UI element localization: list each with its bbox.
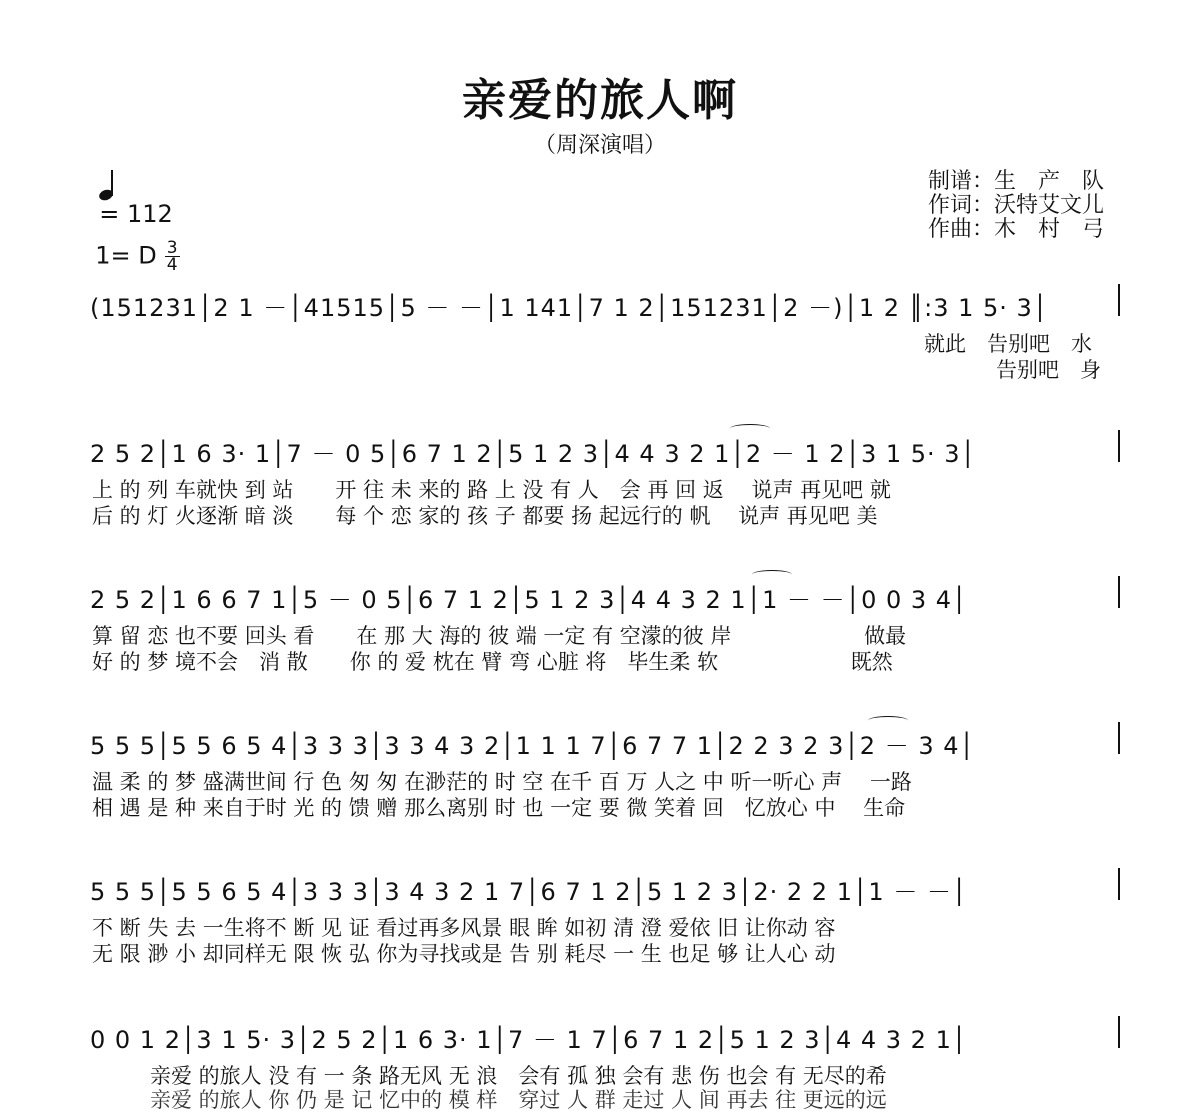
quarter-note-icon (99, 170, 117, 200)
score-line-5: 5 5 5│5 5 6 5 4│3 3 3│3 4 3 2 1 7│6 7 1 2│5 1 2 3│2· 2 2 1│1 － －│ (90, 878, 968, 906)
lyric-line-2-verse-2: 后 的 灯 火逐渐 暗 淡 每 个 恋 家的 孩 子 都要 扬 起远行的 帆 说声 再见吧 美 (92, 504, 878, 528)
end-barline (1118, 576, 1120, 608)
tie-mark (730, 424, 770, 433)
lyric-line-6-verse-2: 亲爱 的旅人 你 仍 是 记 忆中的 模 样 穿过 人 群 走过 人 间 再去 往 更远的远 (150, 1088, 887, 1112)
tempo-value: = 112 (99, 200, 173, 228)
credit-lyricist: 作词：沃特艾文儿 (928, 193, 1105, 218)
key-signature (80, 212, 180, 273)
tie-mark (868, 716, 908, 725)
end-barline (1118, 868, 1120, 900)
score-line-1: (151231│2 1 －│41515│5 － －│1 141│7 1 2│151231│2 －)│1 2 ║:3 1 5· 3│ (90, 294, 1049, 322)
lyric-line-1-verse-2: 告别吧 身 (996, 358, 1101, 382)
key-label: 1= D (95, 241, 157, 270)
lyric-line-4-verse-2: 相 遇 是 种 来自于时 光 的 馈 赠 那么离别 时 也 一定 要 微 笑着 回 忆放心 中 生命 (92, 796, 906, 820)
credit-arranger: 制谱：生 产 队 (928, 169, 1105, 194)
lyric-line-2-verse-1: 上 的 列 车就快 到 站 开 往 未 来的 路 上 没 有 人 会 再 回 返 说声 再见吧 就 (92, 478, 891, 502)
end-barline (1118, 722, 1120, 754)
lyric-line-3-verse-1: 算 留 恋 也不要 回头 看 在 那 大 海的 彼 端 一定 有 空濛的彼 岸 做最 (92, 624, 907, 648)
score-line-2: 2 5 2│1 6 3· 1│7 － 0 5│6 7 1 2│5 1 2 3│4 4 3 2 1│2 － 1 2│3 1 5· 3│ (90, 440, 977, 468)
lyric-line-3-verse-2: 好 的 梦 境不会 消 散 你 的 爱 枕在 臂 弯 心脏 将 毕生柔 软 既然 (92, 650, 893, 674)
end-barline (1118, 1016, 1120, 1048)
lyric-line-5-verse-2: 无 限 渺 小 却同样无 限 恢 弘 你为寻找或是 告 别 耗尽 一 生 也足 够 让人心 动 (92, 942, 836, 966)
time-signature: $\frac{3}{4}$ (166, 238, 178, 275)
lyric-line-6-verse-1: 亲爱 的旅人 没 有 一 条 路无风 无 浪 会有 孤 独 会有 悲 伤 也会 有 无尽的希 (150, 1064, 887, 1088)
song-title: 亲爱的旅人啊 (462, 75, 738, 126)
song-subtitle: （周深演唱） (533, 133, 666, 158)
lyric-line-4-verse-1: 温 柔 的 梦 盛满世间 行 色 匆 匆 在渺茫的 时 空 在千 百 万 人之 中 听一听心 声 一路 (92, 770, 912, 794)
score-line-4: 5 5 5│5 5 6 5 4│3 3 3│3 3 4 3 2│1 1 1 7│6 7 7 1│2 2 3 2 3│2 － 3 4│ (90, 732, 975, 760)
tie-mark (752, 570, 792, 579)
lyric-line-5-verse-1: 不 断 失 去 一生将不 断 见 证 看过再多风景 眼 眸 如初 清 澄 爱依 旧 让你动 容 (92, 916, 836, 940)
end-barline (1118, 284, 1120, 316)
credit-composer: 作曲：木 村 弓 (928, 217, 1105, 242)
end-barline (1118, 430, 1120, 462)
lyric-line-1-verse-1: 就此 告别吧 水 (924, 332, 1092, 356)
score-line-3: 2 5 2│1 6 6 7 1│5 － 0 5│6 7 1 2│5 1 2 3│4 4 3 2 1│1 － －│0 0 3 4│ (90, 586, 968, 614)
score-line-6: 0 0 1 2│3 1 5· 3│2 5 2│1 6 3· 1│7 － 1 7│6 7 1 2│5 1 2 3│4 4 3 2 1│ (90, 1026, 968, 1054)
